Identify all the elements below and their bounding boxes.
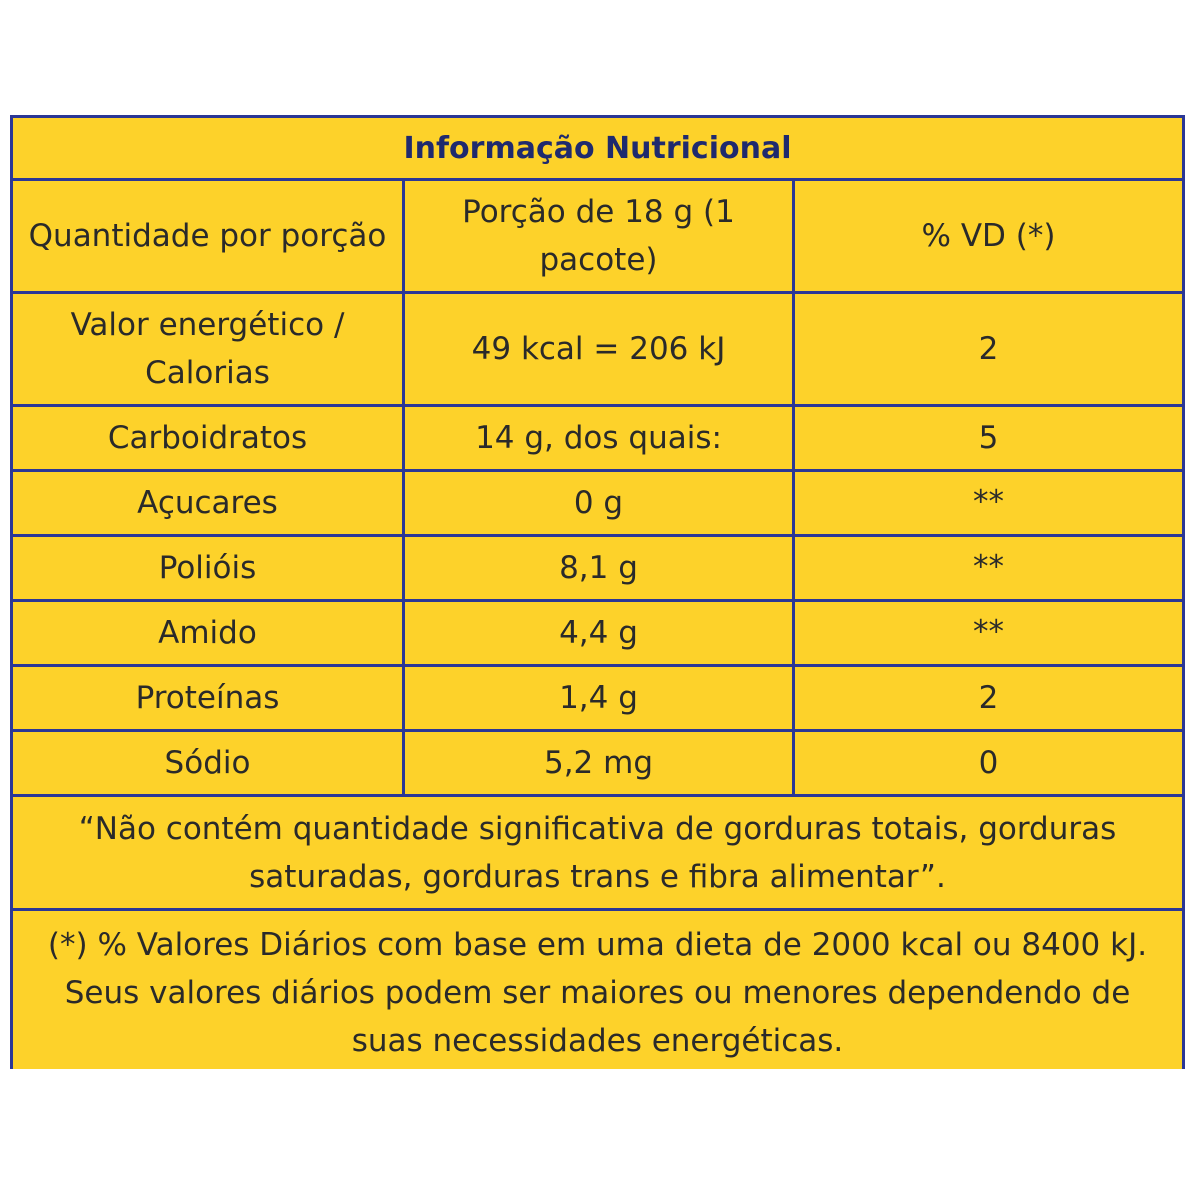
nutrient-amount: 5,2 mg (405, 732, 795, 794)
table-row (13, 472, 1182, 537)
daily-values-footnote: (*) % Valores Diários com base em uma dieta de 2000 kcal ou 8400 kJ. Seus valores diários podem ser maiores ou menores dependendo de suas necessidades energéticas. (47, 927, 1148, 1059)
nutrient-name: Açucares (13, 472, 405, 534)
nutrient-amount: 1,4 g (405, 667, 795, 729)
table-row (13, 667, 1182, 732)
table-row (13, 294, 1182, 407)
header-daily-value: % VD (*) (921, 218, 1056, 254)
nutrient-amount: 4,4 g (405, 602, 795, 664)
nutrient-daily-value: ** (973, 614, 1004, 650)
nutrient-amount: 49 kcal = 206 kJ (405, 294, 795, 404)
nutrient-daily-value: 2 (978, 680, 999, 716)
header-serving-size: Porção de 18 g (1 pacote) (405, 181, 795, 291)
nutrient-amount: 8,1 g (405, 537, 795, 599)
table-row (13, 732, 1182, 797)
nutrient-amount: 0 g (405, 472, 795, 534)
nutrient-daily-value: 5 (978, 420, 999, 456)
nutrient-name: Polióis (13, 537, 405, 599)
nutrient-name: Carboidratos (13, 407, 405, 469)
table-row (13, 537, 1182, 602)
nutrient-name: Sódio (13, 732, 405, 794)
table-row (13, 602, 1182, 667)
nutrient-daily-value: 0 (978, 745, 999, 781)
nutrient-daily-value: ** (973, 549, 1004, 585)
nutrition-facts-table (10, 115, 1185, 1069)
nutrient-amount: 14 g, dos quais: (405, 407, 795, 469)
nutrient-daily-value: 2 (978, 331, 999, 367)
table-title: Informação Nutricional (13, 118, 1182, 181)
header-quantity-per-serving: Quantidade por porção (13, 181, 405, 291)
nutrient-name: Valor energético / Calorias (13, 294, 405, 404)
nutrient-name: Proteínas (13, 667, 405, 729)
header-row (13, 181, 1182, 294)
nutrient-name: Amido (13, 602, 405, 664)
not-significant-note: “Não contém quantidade significativa de gorduras totais, gorduras saturadas, gorduras trans e fibra alimentar”. (13, 797, 1182, 911)
table-row (13, 407, 1182, 472)
nutrient-daily-value: ** (973, 484, 1004, 520)
